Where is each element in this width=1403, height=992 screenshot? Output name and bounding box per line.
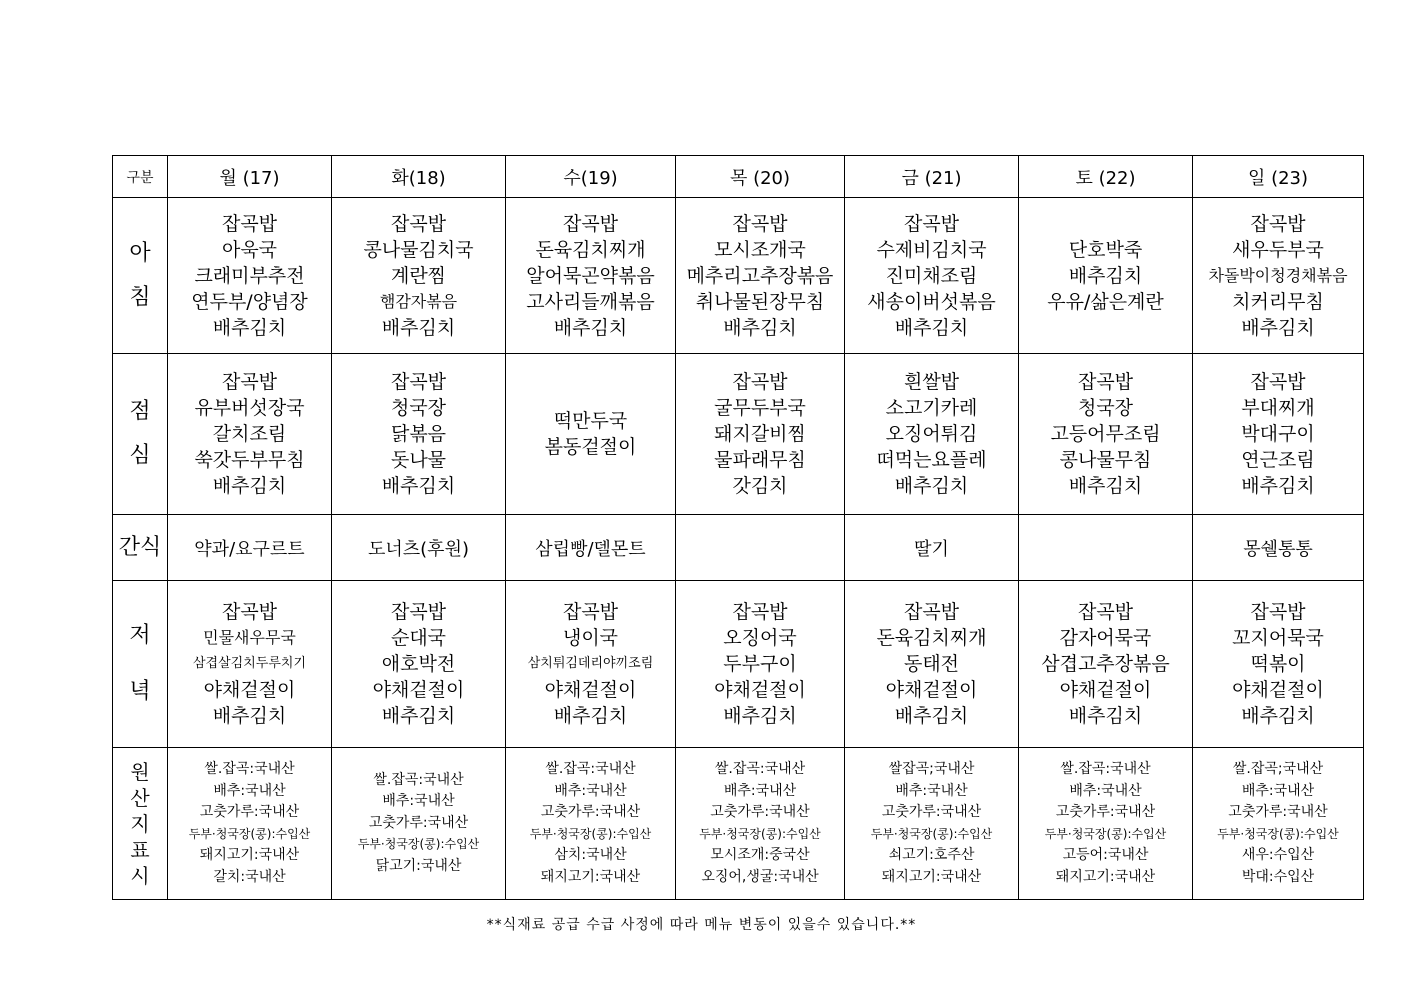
dinner-cell: 잡곡밥 민물새우무국 삼겹살김치두루치기 야채겉절이 배추김치 [168, 581, 332, 748]
origin-row [113, 748, 1364, 900]
header-day: 일 (23) [1193, 156, 1364, 198]
lunch-cell: 떡만두국 봄동겉절이 [506, 354, 676, 515]
header-row [113, 156, 1364, 198]
origin-cell: 쌀.잡곡:국내산 배추:국내산 고춧가루:국내산 두부·청국장(콩):수입산 닭고기:국내산 [332, 748, 506, 900]
dinner-label: 저 녁 [113, 581, 168, 748]
dinner-row [113, 581, 1364, 748]
lunch-cell: 잡곡밥 굴무두부국 돼지갈비찜 물파래무침 갓김치 [676, 354, 845, 515]
dinner-cell: 잡곡밥 냉이국 삼치튀김데리야끼조림 야채겉절이 배추김치 [506, 581, 676, 748]
breakfast-cell: 잡곡밥 콩나물김치국 계란찜 햄감자볶음 배추김치 [332, 198, 506, 354]
origin-cell: 쌀.잡곡:국내산 배추:국내산 고춧가루:국내산 두부·청국장(콩):수입산 고등어:국내산 돼지고기:국내산 [1019, 748, 1193, 900]
origin-cell: 쌀.잡곡:국내산 배추:국내산 고춧가루:국내산 두부·청국장(콩):수입산 모시조개:중국산 오징어,생굴:국내산 [676, 748, 845, 900]
menu-change-notice: **식재료 공급 수급 사정에 따라 메뉴 변동이 있을수 있습니다.** [486, 917, 917, 933]
snack-label: 간식 [113, 515, 168, 581]
snack-row [113, 515, 1364, 581]
weekly-menu-table [112, 155, 1364, 900]
dinner-cell: 잡곡밥 순대국 애호박전 야채겉절이 배추김치 [332, 581, 506, 748]
snack-cell [676, 515, 845, 581]
header-day: 목 (20) [676, 156, 845, 198]
breakfast-row [113, 198, 1364, 354]
dinner-cell: 잡곡밥 감자어묵국 삼겹고추장볶음 야채겉절이 배추김치 [1019, 581, 1193, 748]
dinner-cell: 잡곡밥 오징어국 두부구이 야채겉절이 배추김치 [676, 581, 845, 748]
header-day: 금 (21) [845, 156, 1019, 198]
lunch-label: 점 심 [113, 354, 168, 515]
snack-cell [1019, 515, 1193, 581]
breakfast-cell: 잡곡밥 돈육김치찌개 알어묵곤약볶음 고사리들깨볶음 배추김치 [506, 198, 676, 354]
header-corner: 구분 [113, 156, 168, 198]
origin-label: 원 산 지 표 시 [113, 748, 168, 900]
snack-cell: 딸기 [845, 515, 1019, 581]
snack-cell: 약과/요구르트 [168, 515, 332, 581]
breakfast-cell: 잡곡밥 수제비김치국 진미채조림 새송이버섯볶음 배추김치 [845, 198, 1019, 354]
lunch-cell: 흰쌀밥 소고기카레 오징어튀김 떠먹는요플레 배추김치 [845, 354, 1019, 515]
dinner-cell: 잡곡밥 돈육김치찌개 동태전 야채겉절이 배추김치 [845, 581, 1019, 748]
breakfast-label: 아 침 [113, 198, 168, 354]
breakfast-cell: 단호박죽 배추김치 우유/삶은계란 [1019, 198, 1193, 354]
snack-cell: 삼립빵/델몬트 [506, 515, 676, 581]
origin-cell: 쌀.잡곡:국내산 배추:국내산 고춧가루:국내산 두부·청국장(콩):수입산 삼치:국내산 돼지고기:국내산 [506, 748, 676, 900]
origin-cell: 쌀.잡곡;국내산 배추:국내산 고춧가루:국내산 두부·청국장(콩):수입산 새우:수입산 박대:수입산 [1193, 748, 1364, 900]
snack-cell: 도너츠(후원) [332, 515, 506, 581]
snack-cell: 몽쉘통통 [1193, 515, 1364, 581]
lunch-cell: 잡곡밥 부대찌개 박대구이 연근조림 배추김치 [1193, 354, 1364, 515]
header-day: 수(19) [506, 156, 676, 198]
lunch-cell: 잡곡밥 청국장 닭볶음 돗나물 배추김치 [332, 354, 506, 515]
breakfast-cell: 잡곡밥 모시조개국 메추리고추장볶음 취나물된장무침 배추김치 [676, 198, 845, 354]
origin-cell: 쌀잡곡;국내산 배추:국내산 고춧가루:국내산 두부·청국장(콩):수입산 쇠고기:호주산 돼지고기:국내산 [845, 748, 1019, 900]
header-day: 월 (17) [168, 156, 332, 198]
dinner-cell: 잡곡밥 꼬지어묵국 떡볶이 야채겉절이 배추김치 [1193, 581, 1364, 748]
lunch-cell: 잡곡밥 유부버섯장국 갈치조림 쑥갓두부무침 배추김치 [168, 354, 332, 515]
origin-cell: 쌀.잡곡:국내산 배추:국내산 고춧가루:국내산 두부·청국장(콩):수입산 돼지고기:국내산 갈치:국내산 [168, 748, 332, 900]
breakfast-cell: 잡곡밥 아욱국 크래미부추전 연두부/양념장 배추김치 [168, 198, 332, 354]
lunch-row [113, 354, 1364, 515]
lunch-cell: 잡곡밥 청국장 고등어무조림 콩나물무침 배추김치 [1019, 354, 1193, 515]
breakfast-cell: 잡곡밥 새우두부국 차돌박이청경채볶음 치커리무침 배추김치 [1193, 198, 1364, 354]
header-day: 토 (22) [1019, 156, 1193, 198]
header-day: 화(18) [332, 156, 506, 198]
